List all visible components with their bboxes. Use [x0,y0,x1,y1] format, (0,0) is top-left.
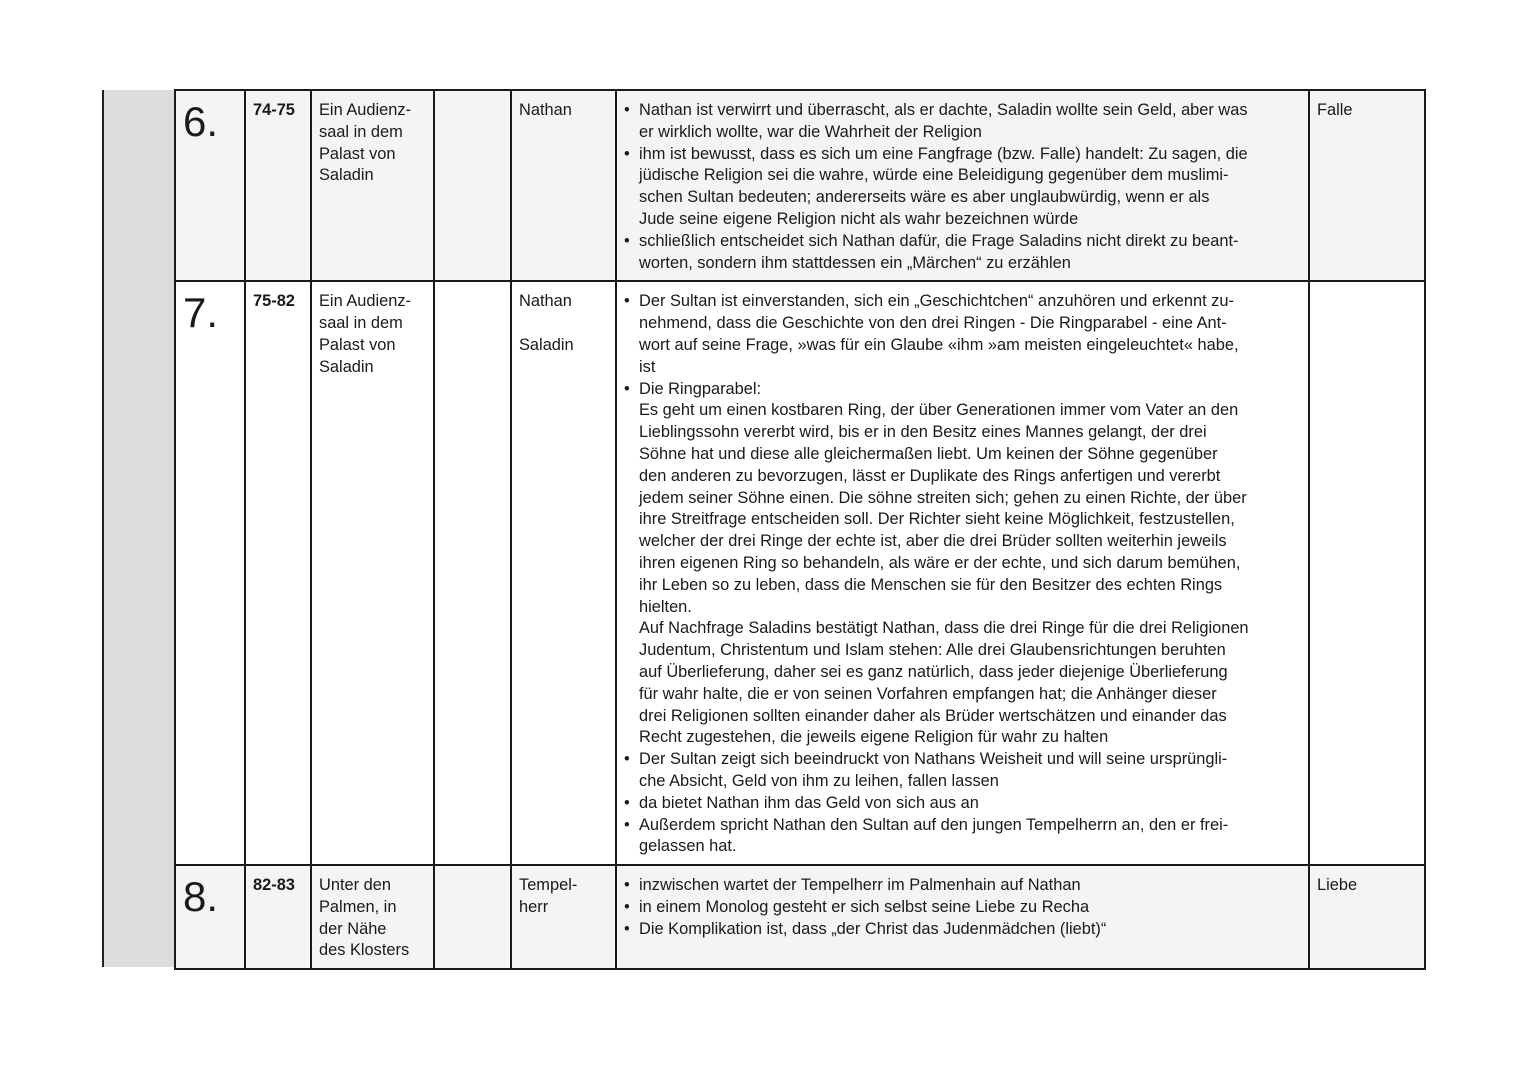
empty-cell [434,865,511,969]
characters: Tempel- herr [511,865,616,969]
scene-number: 7. [175,281,245,865]
empty-cell [434,281,511,865]
plot-point: • da bietet Nathan ihm das Geld von sich aus an [624,793,1302,815]
plot-point: • Die Komplikation ist, dass „der Christ das Judenmädchen (liebt)“ [624,919,1302,941]
plot-point: • in einem Monolog gesteht er sich selbst seine Liebe zu Recha [624,897,1302,919]
plot-points [616,90,1309,281]
scene-number: 6. [175,90,245,281]
plot-point: • inzwischen wartet der Tempelherr im Palmenhain auf Nathan [624,875,1302,897]
keyword: Falle [1309,90,1425,281]
table-row-scene-6 [175,90,1425,281]
scene-number: 8. [175,865,245,969]
page-range: 82-83 [245,865,311,969]
page-range: 74-75 [245,90,311,281]
plot-point: • ihm ist bewusst, dass es sich um eine Fangfrage (bzw. Falle) handelt: Zu sagen, die jüdische Religion sei die wahre, würde eine Beleidigung gegenüber dem muslimi- schen Sultan bedeuten; andererseits wäre es aber unglaubwürdig, wenn er als Jude seine eigene Religion nicht als wahr bezeichnen würde [624,144,1302,231]
plot-points [616,865,1309,969]
plot-summary-table [174,89,1426,970]
table-row-scene-8 [175,865,1425,969]
table-row-scene-7 [175,281,1425,865]
plot-point: • schließlich entscheidet sich Nathan dafür, die Frage Saladins nicht direkt zu beant- worten, sondern ihm stattdessen ein „Märchen“ zu erzählen [624,231,1302,275]
plot-point: • Außerdem spricht Nathan den Sultan auf den jungen Tempelherrn an, den er frei- gelassen hat. [624,815,1302,859]
plot-point: • Der Sultan ist einverstanden, sich ein „Geschichtchen“ anzuhören und erkennt zu- nehmend, dass die Geschichte von den drei Ringen - Die Ringparabel - eine Ant- wort auf seine Frage, »was für ein Glaube «ihm »am meisten eingeleuchtet« habe, ist [624,291,1302,378]
characters: Nathan [511,90,616,281]
plot-point: • Der Sultan zeigt sich beeindruckt von Nathans Weisheit und will seine ursprüngli- che Absicht, Geld von ihm zu leihen, fallen lassen [624,749,1302,793]
characters: Nathan Saladin [511,281,616,865]
plot-points [616,281,1309,865]
keyword: Liebe [1309,865,1425,969]
plot-point: • Nathan ist verwirrt und überrascht, als er dachte, Saladin wollte sein Geld, aber was er wirklich wollte, war die Wahrheit der Religion [624,100,1302,144]
scene-location: Ein Audienz- saal in dem Palast von Saladin [311,90,434,281]
scene-location: Unter den Palmen, in der Nähe des Klosters [311,865,434,969]
empty-cell [434,90,511,281]
page-range: 75-82 [245,281,311,865]
plot-point-ringparabel: • Die Ringparabel: Es geht um einen kostbaren Ring, der über Generationen immer vom Vater an den Lieblingssohn vererbt wird, bis er in den Besitz eines Mannes gelangt, der drei Söhne hat und diese alle gleichermaßen liebt. Um keinen der Söhne gegenüber den anderen zu bevorzugen, lässt er Duplikate des Rings anfertigen und vererbt jedem seiner Söhne einen. Die söhne streiten sich; gehen zu einen Richte, der über ihre Streitfrage entscheiden soll. Der Richter sieht keine Möglichkeit, festzustellen, welcher der drei Ringe der echte ist, aber die drei Brüder sollten weiterhin jeweils ihren eigenen Ring so behandeln, als wäre er der echte, und sich darum bemühen, ihr Leben so zu leben, dass die Menschen sie für den Besitzer des echten Rings hielten. Auf Nachfrage Saladins bestätigt Nathan, dass die drei Ringe für die drei Religionen Judentum, Christentum und Islam stehen: Alle drei Glaubensrichtungen beruhten auf Überlieferung, daher sei es ganz natürlich, dass jeder diejenige Überlieferung für wahr halte, die er von seinen Vorfahren empfangen hat; die Anhänger dieser drei Religionen sollten einander daher als Brüder wertschätzen und einander das Recht zugestehen, die jeweils eigene Religion für wahr zu halten [624,379,1302,750]
gray-margin-strip [104,90,174,967]
scene-location: Ein Audienz- saal in dem Palast von Saladin [311,281,434,865]
keyword [1309,281,1425,865]
